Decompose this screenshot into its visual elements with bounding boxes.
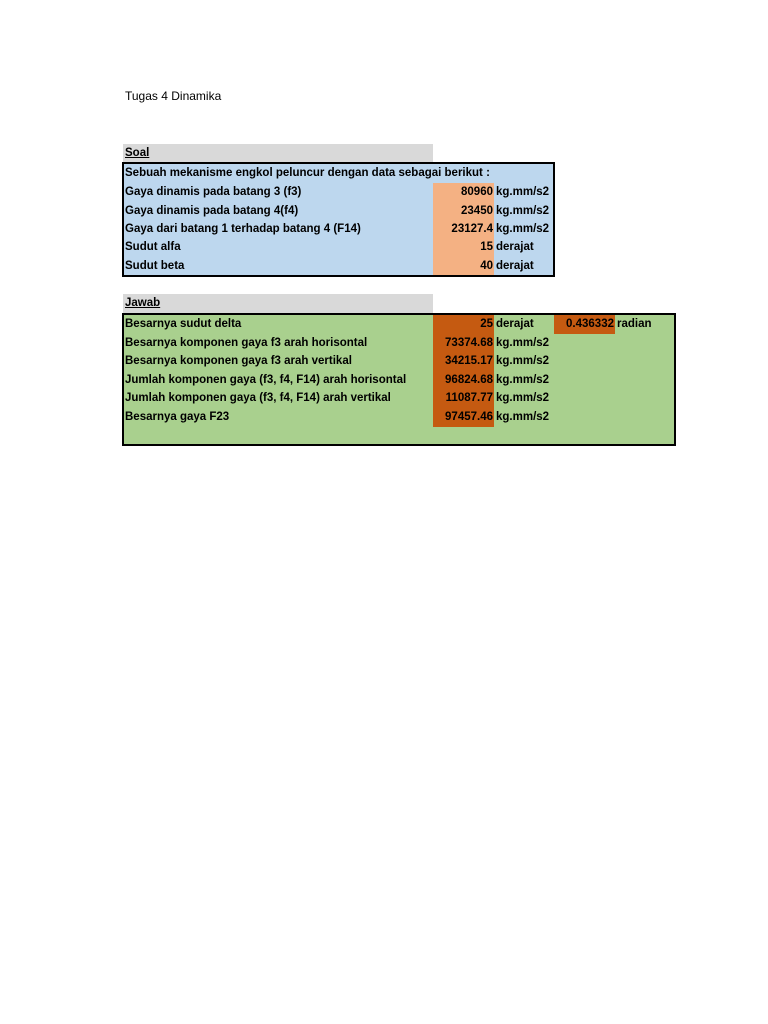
soal-row-unit: kg.mm/s2 xyxy=(496,205,550,217)
soal-row xyxy=(124,238,553,257)
soal-row-label: Gaya dari batang 1 terhadap batang 4 (F14) xyxy=(125,223,361,235)
jawab-table xyxy=(122,313,676,446)
soal-row xyxy=(124,257,553,276)
jawab-row-value: 73374.68 xyxy=(445,337,493,349)
jawab-header: Jawab xyxy=(123,294,433,313)
jawab-row-value: 97457.46 xyxy=(445,411,493,423)
soal-row xyxy=(124,202,553,221)
page-title: Tugas 4 Dinamika xyxy=(125,89,222,103)
soal-row-value: 23127.4 xyxy=(451,223,493,235)
jawab-row-label: Jumlah komponen gaya (f3, f4, F14) arah horisontal xyxy=(125,374,407,386)
jawab-row-unit: kg.mm/s2 xyxy=(496,337,550,349)
jawab-row xyxy=(124,352,674,371)
jawab-row-label: Besarnya komponen gaya f3 arah vertikal xyxy=(125,355,352,367)
soal-row-label: Sudut alfa xyxy=(125,241,181,253)
soal-row-unit: kg.mm/s2 xyxy=(496,186,550,198)
jawab-row-value: 25 xyxy=(480,318,493,330)
jawab-row xyxy=(124,371,674,390)
soal-row-value: 80960 xyxy=(461,186,493,198)
soal-row xyxy=(124,220,553,239)
soal-table xyxy=(122,162,555,277)
delta-radian-value: 0.436332 xyxy=(554,315,615,334)
jawab-row-label: Besarnya sudut delta xyxy=(125,318,242,330)
soal-header: Soal xyxy=(123,144,433,163)
soal-row-value: 40 xyxy=(480,260,493,272)
soal-row xyxy=(124,183,553,202)
jawab-row-unit: kg.mm/s2 xyxy=(496,392,550,404)
jawab-row xyxy=(124,315,674,334)
jawab-row-label: Besarnya komponen gaya f3 arah horisontal xyxy=(125,337,368,349)
jawab-row-label: Jumlah komponen gaya (f3, f4, F14) arah vertikal xyxy=(125,392,391,404)
jawab-row-label: Besarnya gaya F23 xyxy=(125,411,230,423)
jawab-row-value: 96824.68 xyxy=(445,374,493,386)
soal-intro-text: Sebuah mekanisme engkol peluncur dengan data sebagai berikut : xyxy=(125,167,490,179)
jawab-row xyxy=(124,389,674,408)
jawab-row-value: 11087.77 xyxy=(445,392,493,404)
soal-row-unit: derajat xyxy=(496,260,534,272)
soal-row-value: 23450 xyxy=(461,205,493,217)
soal-row-label: Gaya dinamis pada batang 4(f4) xyxy=(125,205,299,217)
jawab-row xyxy=(124,334,674,353)
soal-row-label: Sudut beta xyxy=(125,260,185,272)
soal-row-unit: derajat xyxy=(496,241,534,253)
soal-row-label: Gaya dinamis pada batang 3 (f3) xyxy=(125,186,302,198)
jawab-row-value: 34215.17 xyxy=(445,355,493,367)
jawab-row-unit: derajat xyxy=(496,318,534,330)
jawab-row xyxy=(124,408,674,427)
soal-row-value: 15 xyxy=(480,241,493,253)
jawab-row-unit: kg.mm/s2 xyxy=(496,411,550,423)
jawab-row-unit: kg.mm/s2 xyxy=(496,374,550,386)
delta-radian-unit: radian xyxy=(617,318,652,330)
soal-intro-row xyxy=(124,164,553,183)
soal-row-unit: kg.mm/s2 xyxy=(496,223,550,235)
jawab-row-unit: kg.mm/s2 xyxy=(496,355,550,367)
